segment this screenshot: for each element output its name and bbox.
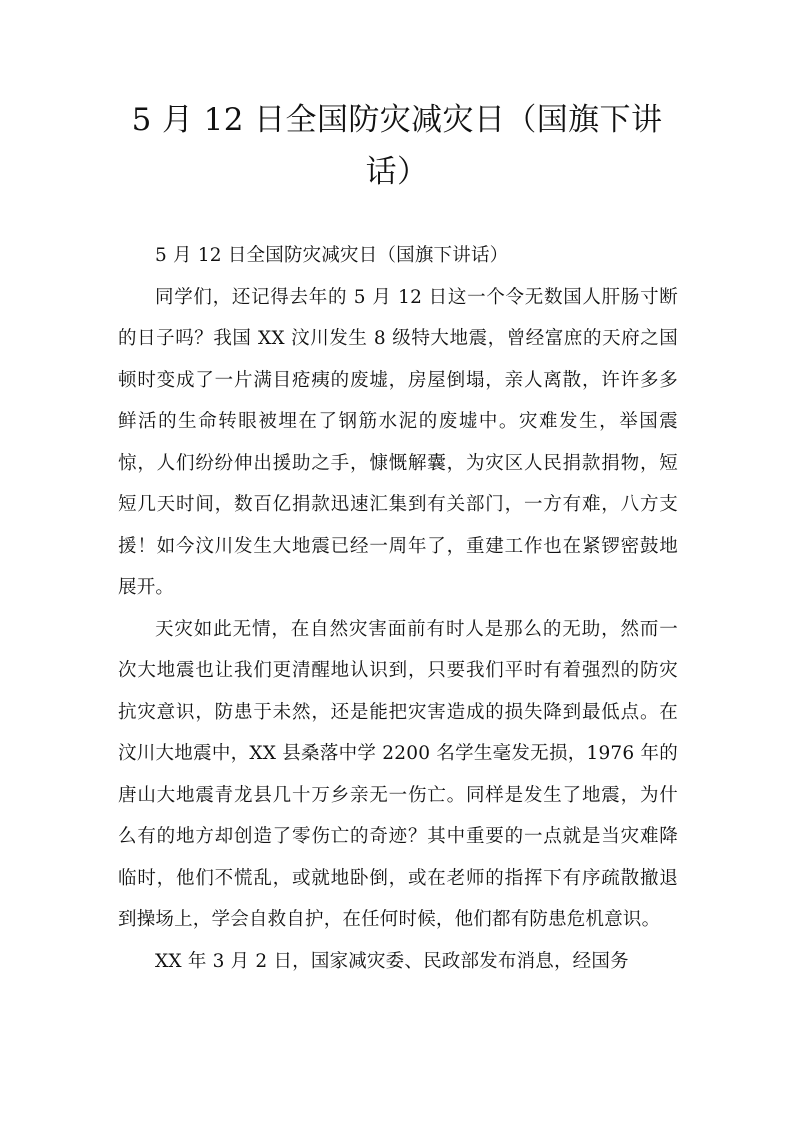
body-paragraph-2: 天灾如此无情，在自然灾害面前有时人是那么的无助，然而一次大地震也让我们更清醒地认识到，只要我们平时有着强烈的防灾抗灾意识，防患于未然，还是能把灾害造成的损失降到最低点。在汶川大地震中，XX 县桑落中学 2200 名学生毫发无损，1976 年的唐山大地震青龙县几十万乡亲无一伤亡。同样是发生了地震，为什么有的地方却创造了零伤亡的奇迹？其中重要的一点就是当灾难降临时，他们不慌乱，或就地卧倒，或在老师的指挥下有序疏散撤退到操场上，学会自救自护，在任何时候，他们都有防患危机意识。 [118,618,678,930]
document-title: 5 月 12 日全国防灾减灾日（国旗下讲话） [131,102,663,190]
body-paragraph-3: XX 年 3 月 2 日，国家减灾委、民政部发布消息，经国务 [155,950,629,972]
body-paragraph-heading: 5 月 12 日全国防灾减灾日（国旗下讲话） [155,245,509,266]
body-paragraph-1: 同学们，还记得去年的 5 月 12 日这一个令无数国人肝肠寸断的日子吗？我国 XX 汶川发生 8 级特大地震，曾经富庶的天府之国顿时变成了一片满目疮痍的废墟，房屋倒塌，亲人离散，许许多多鲜活的生命转眼被埋在了钢筋水泥的废墟中。灾难发生，举国震惊，人们纷纷伸出援助之手，慷慨解囊，为灾区人民捐款捐物，短短几天时间，数百亿捐款迅速汇集到有关部门，一方有难，八方支援！如今汶川发生大地震已经一周年了，重建工作也在紧锣密鼓地展开。 [118,286,678,598]
document-body [118,235,678,982]
